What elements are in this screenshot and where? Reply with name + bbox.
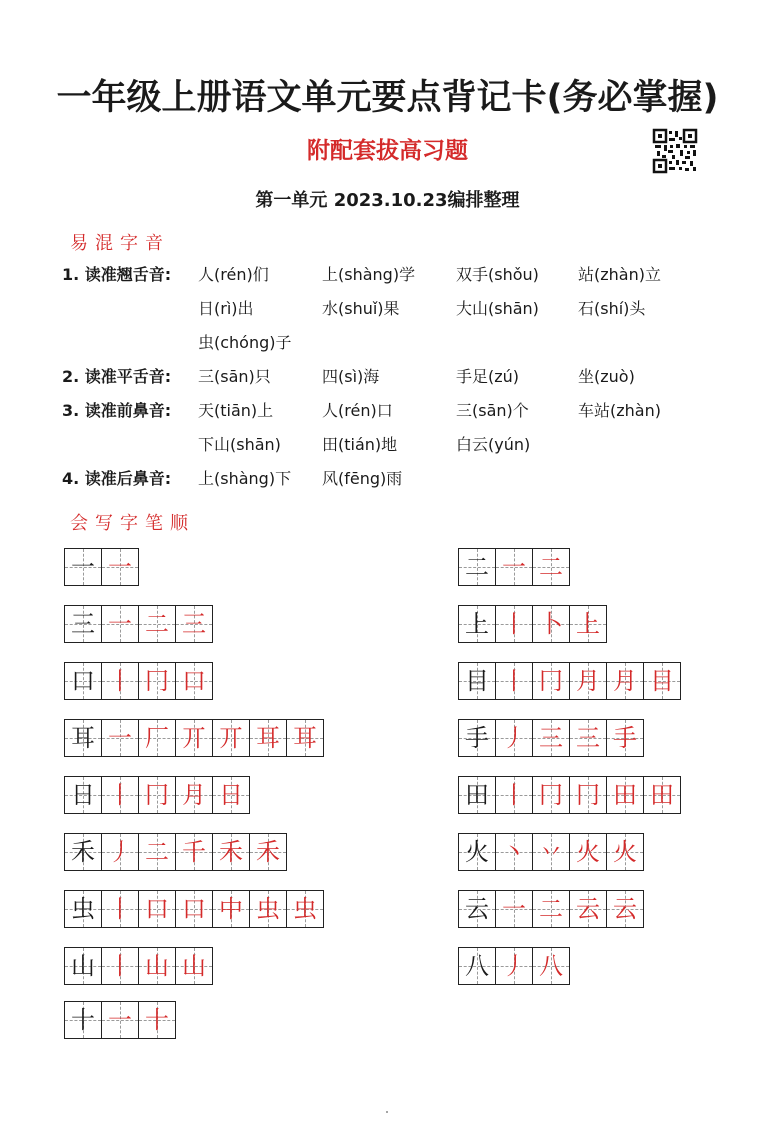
main-character: 一: [71, 553, 95, 581]
stroke-step-character: 十: [145, 1006, 169, 1034]
stroke-step-character: 田: [650, 781, 674, 809]
stroke-step-character: 千: [182, 838, 206, 866]
stroke-step-character: 丨: [108, 781, 132, 809]
stroke-cell-step: [569, 662, 607, 700]
stroke-cell-step: [569, 719, 607, 757]
stroke-cell-step: [175, 719, 213, 757]
stroke-cell-step: [101, 662, 139, 700]
stroke-step-character: 口: [182, 895, 206, 923]
unit-title: 第一单元 2023.10.23编排整理: [255, 190, 520, 211]
stroke-cell-step: [138, 719, 176, 757]
stroke-step-character: 目: [650, 667, 674, 695]
stroke-cell-step: [101, 833, 139, 871]
stroke-cell-main-char: [64, 548, 102, 586]
stroke-grid-kou: [64, 662, 213, 700]
pron-label: 3. 读准前鼻音:: [62, 401, 172, 420]
stroke-cell-step: [606, 719, 644, 757]
stroke-cell-step: [101, 719, 139, 757]
stroke-step-character: 一: [502, 895, 526, 923]
stroke-step-character: 中: [219, 895, 243, 923]
stroke-step-character: 二: [539, 553, 563, 581]
stroke-grid-shi: [64, 1001, 176, 1039]
stroke-cell-step: [495, 776, 533, 814]
stroke-grid-shan: [64, 947, 213, 985]
pron-word: 人(rén)口: [322, 401, 393, 420]
stroke-step-character: 一: [108, 1006, 132, 1034]
stroke-cell-step: [175, 605, 213, 643]
stroke-step-character: 火: [576, 838, 600, 866]
stroke-step-character: 耳: [256, 724, 280, 752]
stroke-cell-step: [606, 833, 644, 871]
stroke-cell-main-char: [458, 662, 496, 700]
stroke-step-character: 虫: [256, 895, 280, 923]
stroke-step-character: 日: [219, 781, 243, 809]
stroke-cell-step: [286, 719, 324, 757]
stroke-step-character: 口: [145, 895, 169, 923]
pron-word: 水(shuǐ)果: [322, 299, 400, 318]
pron-word: 三(sān)个: [456, 401, 529, 420]
pron-word: 天(tiān)上: [198, 401, 274, 420]
stroke-cell-step: [138, 776, 176, 814]
stroke-cell-step: [175, 947, 213, 985]
main-character: 田: [465, 781, 489, 809]
stroke-grid-huo: [458, 833, 644, 871]
main-character: 三: [71, 610, 95, 638]
stroke-grid-er2: [458, 548, 570, 586]
stroke-cell-main-char: [64, 662, 102, 700]
stroke-cell-main-char: [64, 776, 102, 814]
stroke-step-character: 丿: [502, 724, 526, 752]
stroke-step-character: 冂: [145, 667, 169, 695]
stroke-step-character: 火: [613, 838, 637, 866]
stroke-cell-step: [212, 833, 250, 871]
stroke-grid-tian: [458, 776, 681, 814]
stroke-cell-main-char: [458, 548, 496, 586]
stroke-cell-step: [138, 947, 176, 985]
stroke-step-character: 月: [613, 667, 637, 695]
stroke-cell-step: [212, 890, 250, 928]
stroke-cell-step: [175, 776, 213, 814]
stroke-cell-step: [138, 1001, 176, 1039]
stroke-step-character: 丶: [502, 838, 526, 866]
pron-word: 下山(shān): [198, 435, 281, 454]
stroke-grid-chong: [64, 890, 324, 928]
stroke-step-character: 丿: [502, 952, 526, 980]
stroke-cell-main-char: [458, 947, 496, 985]
stroke-grid-san: [64, 605, 213, 643]
stroke-step-character: 三: [539, 724, 563, 752]
stroke-cell-step: [532, 776, 570, 814]
main-character: 虫: [71, 895, 95, 923]
pron-word: 日(rì)出: [198, 299, 254, 318]
stroke-cell-step: [101, 1001, 139, 1039]
stroke-cell-step: [212, 719, 250, 757]
stroke-step-character: 丨: [108, 667, 132, 695]
stroke-step-character: 虫: [293, 895, 317, 923]
stroke-step-character: 二: [145, 838, 169, 866]
stroke-grid-mu: [458, 662, 681, 700]
main-character: 八: [465, 952, 489, 980]
stroke-step-character: 禾: [256, 838, 280, 866]
pron-word: 石(shí)头: [578, 299, 646, 318]
stroke-cell-step: [249, 833, 287, 871]
pron-word: 三(sān)只: [198, 367, 271, 386]
section-heading-confusable-sounds: 易混字音: [70, 233, 170, 254]
main-character: 山: [71, 952, 95, 980]
pron-word: 大山(shān): [456, 299, 539, 318]
stroke-grid-ri: [64, 776, 250, 814]
stroke-step-character: 一: [108, 553, 132, 581]
stroke-cell-step: [101, 548, 139, 586]
pron-row: [0, 263, 775, 287]
stroke-step-character: 丨: [108, 952, 132, 980]
stroke-step-character: 月: [182, 781, 206, 809]
main-character: 火: [465, 838, 489, 866]
stroke-cell-main-char: [64, 719, 102, 757]
stroke-step-character: 三: [576, 724, 600, 752]
stroke-step-character: 三: [182, 610, 206, 638]
stroke-step-character: 上: [576, 610, 600, 638]
pron-row: [0, 399, 775, 423]
stroke-cell-step: [175, 833, 213, 871]
pron-word: 田(tián)地: [322, 435, 398, 454]
main-character: 上: [465, 610, 489, 638]
stroke-grid-he: [64, 833, 287, 871]
stroke-cell-step: [249, 719, 287, 757]
stroke-cell-step: [532, 662, 570, 700]
pron-word: 人(rén)们: [198, 265, 269, 284]
stroke-cell-step: [495, 833, 533, 871]
stroke-cell-step: [138, 662, 176, 700]
stroke-cell-step: [101, 890, 139, 928]
stroke-step-character: 冂: [539, 667, 563, 695]
pron-row: [0, 365, 775, 389]
pron-label: 4. 读准后鼻音:: [62, 469, 172, 488]
stroke-cell-step: [532, 719, 570, 757]
stroke-step-character: 耳: [293, 724, 317, 752]
stroke-cell-main-char: [458, 719, 496, 757]
stroke-step-character: 二: [539, 895, 563, 923]
stroke-cell-step: [138, 890, 176, 928]
stroke-grid-shang: [458, 605, 607, 643]
pron-label: 1. 读准翘舌音:: [62, 265, 172, 284]
stroke-grid-yun: [458, 890, 644, 928]
page-subtitle: 附配套拔高习题: [307, 138, 468, 164]
section-heading-stroke-order: 会写字笔顺: [70, 513, 195, 534]
stroke-step-character: 丿: [108, 838, 132, 866]
stroke-cell-step: [495, 947, 533, 985]
stroke-cell-step: [495, 890, 533, 928]
stroke-step-character: 禾: [219, 838, 243, 866]
stroke-step-character: 山: [145, 952, 169, 980]
stroke-cell-main-char: [458, 605, 496, 643]
stroke-step-character: 冂: [539, 781, 563, 809]
pron-row: [0, 433, 775, 457]
stroke-cell-step: [643, 776, 681, 814]
stroke-cell-step: [138, 833, 176, 871]
stroke-cell-step: [532, 947, 570, 985]
stroke-step-character: 一: [108, 724, 132, 752]
stroke-cell-main-char: [458, 776, 496, 814]
stroke-step-character: 丷: [539, 838, 563, 866]
main-character: 日: [71, 781, 95, 809]
stroke-step-character: 二: [145, 610, 169, 638]
stroke-step-character: 八: [539, 952, 563, 980]
stroke-cell-step: [175, 890, 213, 928]
main-character: 耳: [71, 724, 95, 752]
pron-word: 白云(yún): [456, 435, 531, 454]
stroke-cell-step: [532, 605, 570, 643]
stroke-cell-main-char: [458, 833, 496, 871]
stroke-cell-main-char: [64, 890, 102, 928]
stroke-cell-step: [495, 605, 533, 643]
stroke-cell-main-char: [64, 947, 102, 985]
stroke-cell-step: [138, 605, 176, 643]
stroke-cell-step: [606, 662, 644, 700]
stroke-grid-yi: [64, 548, 139, 586]
stroke-cell-step: [101, 605, 139, 643]
pron-word: 风(fēng)雨: [322, 469, 403, 488]
stroke-step-character: 冂: [576, 781, 600, 809]
stroke-cell-step: [606, 776, 644, 814]
stroke-cell-step: [532, 833, 570, 871]
stroke-cell-step: [495, 719, 533, 757]
stroke-grid-er: [64, 719, 324, 757]
page-title: 一年级上册语文单元要点背记卡(务必掌握): [56, 78, 719, 118]
main-character: 云: [465, 895, 489, 923]
pron-word: 车站(zhàn): [578, 401, 661, 420]
pron-word: 上(shàng)学: [322, 265, 416, 284]
qr-code-icon[interactable]: [652, 128, 698, 174]
stroke-cell-main-char: [64, 605, 102, 643]
stroke-cell-main-char: [64, 1001, 102, 1039]
stroke-step-character: 云: [576, 895, 600, 923]
pron-word: 双手(shǒu): [456, 265, 539, 284]
pron-row: [0, 467, 775, 491]
stroke-cell-main-char: [64, 833, 102, 871]
stroke-cell-step: [495, 662, 533, 700]
stroke-step-character: 卜: [539, 610, 563, 638]
main-character: 二: [465, 553, 489, 581]
stroke-cell-step: [495, 548, 533, 586]
stroke-cell-step: [569, 776, 607, 814]
pron-label: 2. 读准平舌音:: [62, 367, 172, 386]
stroke-step-character: 丨: [502, 667, 526, 695]
pron-word: 虫(chóng)子: [198, 333, 292, 352]
stroke-cell-step: [249, 890, 287, 928]
stroke-cell-step: [569, 605, 607, 643]
stroke-step-character: 丨: [502, 781, 526, 809]
stroke-cell-step: [101, 947, 139, 985]
stroke-cell-step: [532, 890, 570, 928]
stroke-cell-step: [101, 776, 139, 814]
stroke-step-character: 山: [182, 952, 206, 980]
stroke-step-character: 口: [182, 667, 206, 695]
pron-word: 手足(zú): [456, 367, 520, 386]
stroke-step-character: 厂: [145, 724, 169, 752]
pron-word: 坐(zuò): [578, 367, 635, 386]
stroke-cell-step: [643, 662, 681, 700]
stroke-step-character: 田: [613, 781, 637, 809]
stroke-step-character: 月: [576, 667, 600, 695]
stroke-step-character: 一: [502, 553, 526, 581]
stroke-step-character: 丨: [108, 895, 132, 923]
stroke-grid-ba: [458, 947, 570, 985]
stroke-cell-step: [286, 890, 324, 928]
stroke-grid-shou: [458, 719, 644, 757]
stroke-step-character: 一: [108, 610, 132, 638]
stroke-step-character: 丨: [502, 610, 526, 638]
stroke-step-character: 丌: [219, 724, 243, 752]
stroke-step-character: 丌: [182, 724, 206, 752]
stroke-cell-step: [569, 890, 607, 928]
main-character: 手: [465, 724, 489, 752]
pron-row: [0, 297, 775, 321]
pron-word: 站(zhàn)立: [578, 265, 661, 284]
pron-word: 上(shàng)下: [198, 469, 292, 488]
stroke-step-character: 手: [613, 724, 637, 752]
page-dot: [386, 1111, 388, 1113]
pron-word: 四(sì)海: [322, 367, 380, 386]
stroke-cell-step: [175, 662, 213, 700]
stroke-cell-main-char: [458, 890, 496, 928]
stroke-cell-step: [569, 833, 607, 871]
stroke-cell-step: [212, 776, 250, 814]
pron-row: [0, 331, 775, 355]
main-character: 目: [465, 667, 489, 695]
stroke-step-character: 冂: [145, 781, 169, 809]
main-character: 禾: [71, 838, 95, 866]
stroke-step-character: 云: [613, 895, 637, 923]
main-character: 十: [71, 1006, 95, 1034]
stroke-cell-step: [532, 548, 570, 586]
stroke-cell-step: [606, 890, 644, 928]
main-character: 口: [71, 667, 95, 695]
